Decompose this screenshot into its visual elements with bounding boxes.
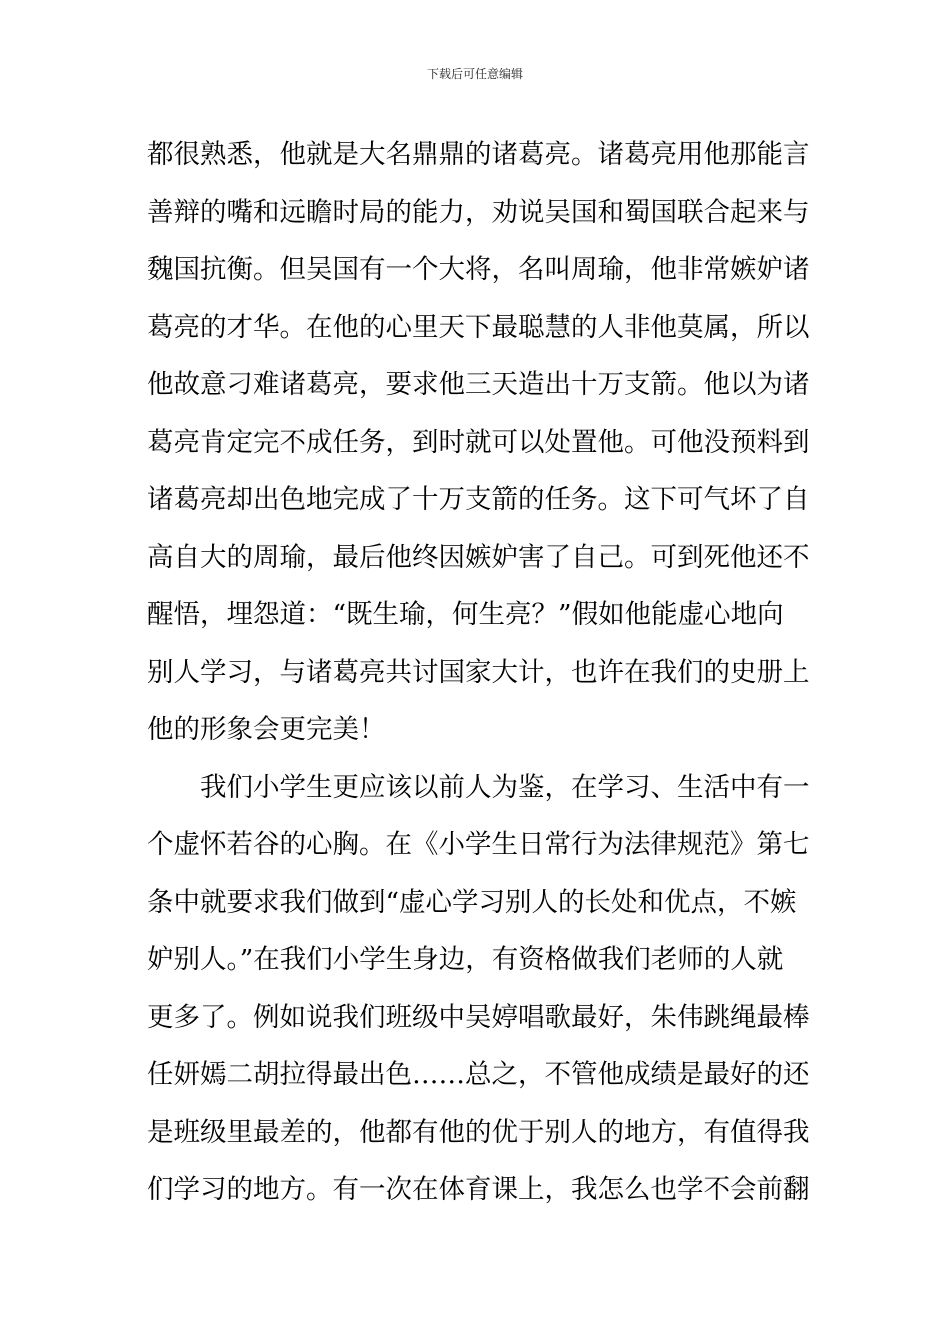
text-line: 条中就要求我们做到“虚心学习别人的长处和优点，不嫉 xyxy=(147,886,797,918)
paragraph-start-line: 我们小学生更应该以前人为鉴，在学习、生活中有一 xyxy=(200,771,810,803)
text-line: 更多了。例如说我们班级中吴婷唱歌最好，朱伟跳绳最棒 xyxy=(147,1001,810,1033)
text-line: 魏国抗衡。但吴国有一个大将，名叫周瑜，他非常嫉妒诸 xyxy=(147,254,810,285)
text-line: 葛亮的才华。在他的心里天下最聪慧的人非他莫属，所以 xyxy=(147,311,810,343)
text-line: 是班级里最差的，他都有他的优于别人的地方，有值得我 xyxy=(147,1116,810,1148)
page-header: 下载后可任意编辑 xyxy=(426,67,523,81)
text-line: 妒别人。”在我们小学生身边，有资格做我们老师的人就 xyxy=(147,944,784,975)
text-line: 别人学习，与诸葛亮共讨国家大计，也许在我们的史册上 xyxy=(147,656,810,688)
text-line: 醒悟，埋怨道：“既生瑜，何生亮？”假如他能虚心地向 xyxy=(147,599,784,630)
text-line: 他的形象会更完美！ xyxy=(147,714,386,745)
text-line: 诸葛亮却出色地完成了十万支箭的任务。这下可气坏了自 xyxy=(147,484,810,515)
document-body xyxy=(147,126,811,1219)
text-line: 葛亮肯定完不成任务，到时就可以处置他。可他没预料到 xyxy=(147,426,810,458)
text-line: 个虚怀若谷的心胸。在《小学生日常行为法律规范》第七 xyxy=(147,829,810,860)
text-line: 都很熟悉，他就是大名鼎鼎的诸葛亮。诸葛亮用他那能言 xyxy=(147,139,810,170)
text-line: 高自大的周瑜，最后他终因嫉妒害了自己。可到死他还不 xyxy=(147,541,810,573)
text-line: 善辩的嘴和远瞻时局的能力，劝说吴国和蜀国联合起来与 xyxy=(147,196,810,228)
text-line: 任妍嫣二胡拉得最出色……总之，不管他成绩是最好的还 xyxy=(147,1059,810,1090)
text-line: 他故意刁难诸葛亮，要求他三天造出十万支箭。他以为诸 xyxy=(147,369,810,400)
text-line: 们学习的地方。有一次在体育课上，我怎么也学不会前翻 xyxy=(147,1174,810,1205)
